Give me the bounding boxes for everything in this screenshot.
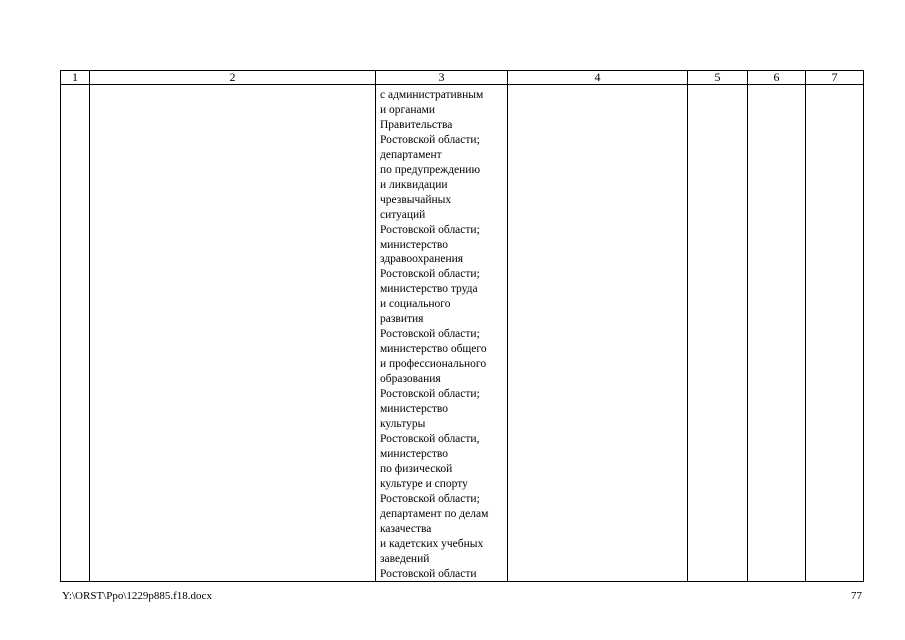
header-row [61, 71, 864, 85]
executor-line: Правительства [380, 118, 453, 131]
column-header-4: 4 [508, 71, 688, 85]
executor-line: министерство [380, 238, 448, 251]
column-header-5: 5 [688, 71, 748, 85]
executor-line: ситуаций [380, 208, 426, 221]
executor-line: развития [380, 313, 424, 326]
column-header-2: 2 [90, 71, 376, 85]
column-header-6: 6 [748, 71, 806, 85]
executor-line: Ростовской области, [380, 432, 480, 445]
footer-page-number: 77 [851, 590, 862, 602]
executor-line: Ростовской области; [380, 223, 480, 236]
executor-line: чрезвычайных [380, 193, 452, 206]
executor-line: министерство труда [380, 283, 478, 296]
cell-col-1 [61, 85, 90, 582]
executor-line: здравоохранения [380, 253, 464, 266]
document-table [60, 70, 864, 582]
cell-col-5 [688, 85, 748, 582]
executor-line: с административным [380, 89, 484, 101]
executor-line: по физической [380, 462, 453, 475]
executor-line: Ростовской области; [380, 492, 480, 505]
table-row [61, 85, 864, 582]
executor-line: Ростовской области; [380, 328, 480, 341]
column-header-1: 1 [61, 71, 90, 85]
column-header-7: 7 [806, 71, 864, 85]
executor-line: Ростовской области; [380, 388, 480, 401]
executor-line: Ростовской области; [380, 268, 480, 281]
executor-line: и ликвидации [380, 178, 448, 191]
column-header-3: 3 [376, 71, 508, 85]
executor-line: культуры [380, 417, 426, 430]
executor-line: департамент по делам [380, 507, 489, 520]
executor-line: и органами [380, 103, 436, 116]
cell-col-3 [376, 85, 508, 582]
executor-line: и профессионального [380, 358, 487, 371]
executor-line: по предупреждению [380, 163, 481, 176]
executor-line: министерство общего [380, 343, 487, 356]
executor-line: образования [380, 373, 441, 386]
executor-line: департамент [380, 148, 442, 161]
executors-list [376, 85, 507, 581]
footer-file-path: Y:\ORST\Ppo\1229p885.f18.docx [62, 590, 212, 602]
executor-line: культуре и спорту [380, 477, 468, 490]
cell-col-7 [806, 85, 864, 582]
executor-line: Ростовской области [380, 567, 477, 580]
cell-col-2 [90, 85, 376, 582]
executor-line: и социального [380, 298, 451, 311]
executor-line: казачества [380, 522, 432, 535]
executor-line: министерство [380, 403, 448, 416]
cell-col-4 [508, 85, 688, 582]
executor-line: министерство [380, 447, 448, 460]
cell-col-6 [748, 85, 806, 582]
executor-line: и кадетских учебных [380, 537, 484, 550]
executor-line: Ростовской области; [380, 133, 480, 146]
executor-line: заведений [380, 552, 430, 565]
